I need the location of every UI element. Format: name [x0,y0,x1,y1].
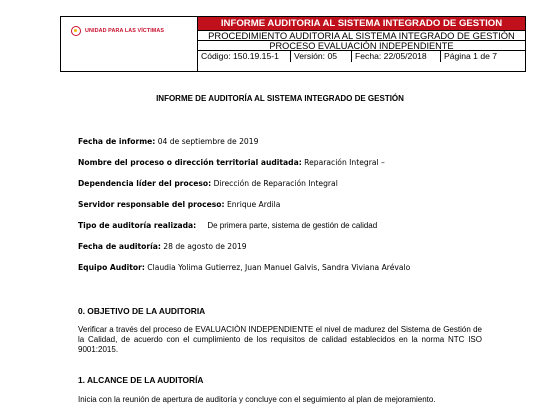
field-audit-team [78,263,410,272]
field-audit-date [78,242,247,251]
process-name: PROCESO EVALUACIÓN INDEPENDIENTE [198,41,525,51]
field-value: Enrique Ardila [224,200,281,209]
field-audit-type [78,221,377,230]
field-value: 28 de agosto de 2019 [160,242,247,251]
page-number: Página 1 de 7 [444,51,498,61]
field-label: Fecha de informe: [78,137,156,146]
document-version: Versión: 05 [291,51,352,62]
document-code: Código: 150.19.15-1 [198,51,291,62]
logo-emblem-icon [71,26,81,36]
logo-text: UNIDAD PARA LAS VÍCTIMAS [85,28,165,34]
document-header [60,16,526,72]
field-label: Equipo Auditor: [78,263,145,272]
field-label: Fecha de auditoría: [78,242,161,251]
field-label: Servidor responsable del proceso: [78,200,225,209]
organization-logo [71,26,164,36]
section-body-objective: Verificar a través del proceso de EVALUACIÒN INDEPENDIENTE el nivel de madurez del Sistema de Gestión de la Calidad, de acuerdo con el cumplimiento de los requisitos de calidad establecidos en la norma NTC ISO 9001:2015. [78,325,482,355]
field-label: Dependencia líder del proceso: [78,179,212,188]
field-value: Reparación Integral – [301,158,385,167]
section-body-scope: Inicia con la reunión de apertura de auditoría y concluye con el seguimiento al plan de mejoramiento. [78,395,436,404]
field-value: Dirección de Reparación Integral [211,179,338,188]
section-heading-objective: 0. OBJETIVO DE LA AUDITORIA [78,306,206,316]
field-label: Tipo de auditoría realizada: [78,221,197,230]
field-responsible-servant [78,200,280,209]
field-value: Claudia Yolima Gutierrez, Juan Manuel Galvis, Sandra Viviana Arévalo [144,263,411,272]
report-header-title: INFORME AUDITORIA AL SISTEMA INTEGRADO DE GESTION [198,17,525,30]
field-report-date [78,137,258,146]
field-label: Nombre del proceso o dirección territorial auditada: [78,158,302,167]
field-value: 04 de septiembre de 2019 [155,137,259,146]
procedure-name: PROCEDIMIENTO AUDITORIA AL SISTEMA INTEGRADO DE GESTIÓN [198,30,525,41]
section-heading-scope: 1. ALCANCE DE LA AUDITORÍA [78,375,204,385]
document-control-row [198,51,525,62]
field-lead-dependency [78,179,338,188]
document-date: Fecha: 22/05/2018 [352,51,441,62]
field-value: De primera parte, sistema de gestión de calidad [196,221,378,230]
logo-cell [61,17,198,71]
document-title: INFORME DE AUDITORÍA AL SISTEMA INTEGRADO DE GESTIÓN [156,94,404,103]
field-process-name [78,158,385,167]
